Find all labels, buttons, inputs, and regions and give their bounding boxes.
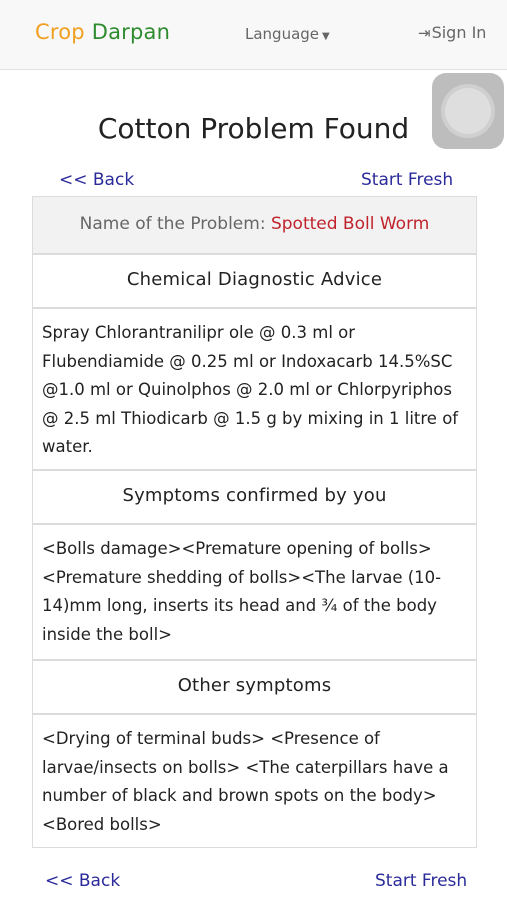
language-dropdown[interactable] bbox=[245, 25, 330, 43]
back-link-bottom[interactable]: << Back bbox=[45, 871, 121, 891]
brand-part-crop: Crop bbox=[35, 20, 85, 44]
caret-down-icon: ▼ bbox=[322, 31, 330, 42]
problem-label: Name of the Problem: bbox=[79, 214, 271, 234]
page-title-text: Cotton Problem Found bbox=[97, 112, 410, 145]
problem-name-row bbox=[32, 196, 477, 254]
sign-in-icon: ⇥ bbox=[418, 24, 431, 42]
page-title bbox=[0, 112, 507, 145]
sign-in-link[interactable] bbox=[418, 23, 486, 42]
section-body-chemical-advice: Spray Chlorantranilipr ole @ 0.3 ml or Flubendiamide @ 0.25 ml or Indoxacarb 14.5%SC @1.0 ml or Quinolphos @ 2.0 ml or Chlorpyriphos @ 2.5 ml Thiodicarb @ 1.5 g by mixing in 1 litre of water. bbox=[32, 308, 477, 470]
section-heading-chemical-advice: Chemical Diagnostic Advice bbox=[32, 254, 477, 308]
brand-logo[interactable] bbox=[35, 20, 170, 44]
navbar bbox=[0, 0, 507, 70]
section-heading-confirmed-symptoms: Symptoms confirmed by you bbox=[32, 470, 477, 524]
section-body-other-symptoms: <Drying of terminal buds> <Presence of larvae/insects on bolls> <The caterpillars have a number of black and brown spots on the body> <Bored bolls> bbox=[32, 714, 477, 848]
section-heading-other-symptoms: Other symptoms bbox=[32, 660, 477, 714]
language-label: Language bbox=[245, 25, 320, 43]
start-fresh-link-top[interactable]: Start Fresh bbox=[361, 170, 454, 190]
brand-part-darpan: Darpan bbox=[91, 20, 171, 44]
section-body-confirmed-symptoms: <Bolls damage><Premature opening of bolls> <Premature shedding of bolls><The larvae (10- 14)mm long, inserts its head and ¾ of the body inside the boll> bbox=[32, 524, 477, 660]
start-fresh-link-bottom[interactable]: Start Fresh bbox=[375, 871, 468, 891]
sign-in-label: Sign In bbox=[431, 23, 487, 42]
problem-value: Spotted Boll Worm bbox=[270, 214, 430, 234]
back-link-top[interactable]: << Back bbox=[59, 170, 135, 190]
